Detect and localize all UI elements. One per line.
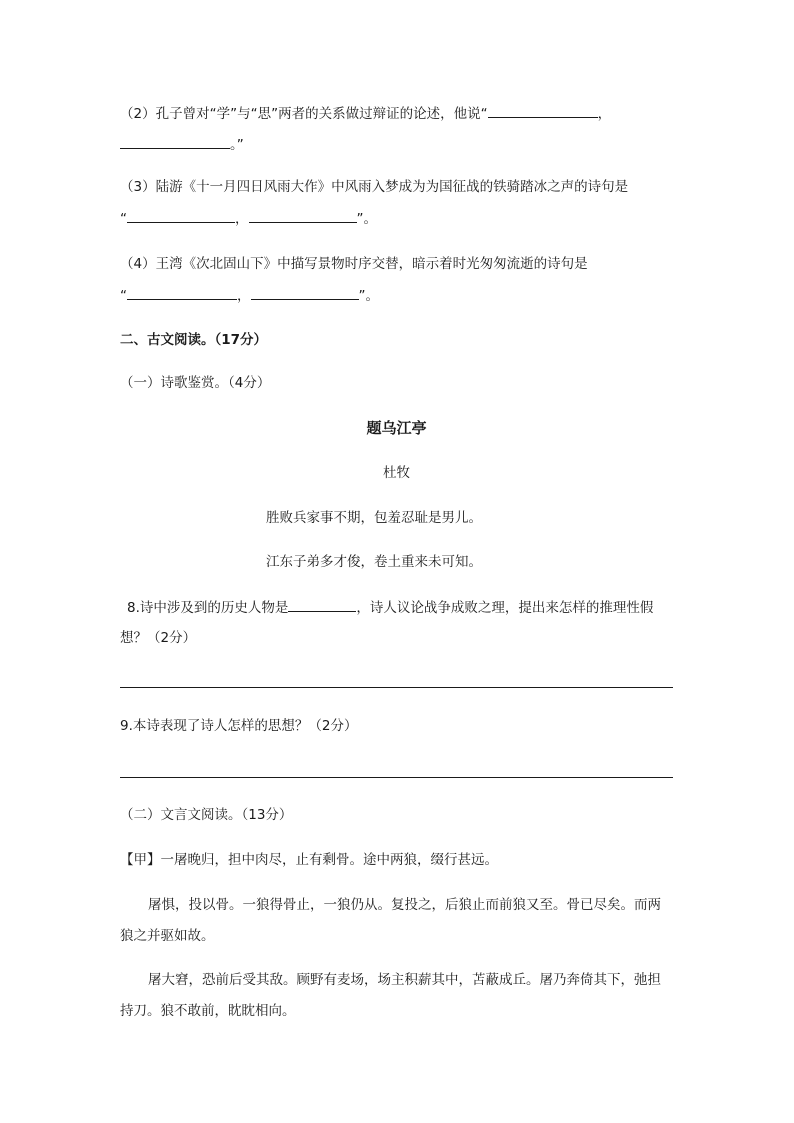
passage-paragraph: 【甲】一屠晚归，担中肉尽，止有剩骨。途中两狼，缀行甚远。 <box>120 852 498 868</box>
q3-line2 <box>120 208 377 229</box>
q8-line2: 想？（2分） <box>120 630 197 646</box>
answer-blank[interactable] <box>127 285 237 300</box>
answer-blank[interactable] <box>120 134 230 149</box>
comma: ， <box>235 211 249 227</box>
poem-line: 江东子弟多才俊，卷土重来未可知。 <box>266 554 482 570</box>
comma: ， <box>237 288 251 304</box>
passage-paragraph-cont: 狼之并驱如故。 <box>120 928 215 944</box>
q2-line1 <box>120 103 611 124</box>
poem-line: 胜败兵家事不期，包羞忍耻是男儿。 <box>266 510 482 526</box>
q4-line2 <box>120 285 379 306</box>
poem-author: 杜牧 <box>383 465 410 481</box>
q2-comma: ， <box>597 106 612 122</box>
answer-line[interactable] <box>120 687 673 688</box>
q2-text: （2）孔子曾对“学”与“思”两者的关系做过辩证的论述，他说“ <box>120 106 488 122</box>
answer-blank[interactable] <box>488 103 598 118</box>
passage-paragraph: 屠惧，投以骨。一狼得骨止，一狼仍从。复投之，后狼止而前狼又至。骨已尽矣。而两 <box>148 897 661 913</box>
passage-paragraph: 屠大窘，恐前后受其敌。顾野有麦场，场主积薪其中，苫蔽成丘。屠乃奔倚其下，弛担 <box>148 972 661 988</box>
q8-text: 8.诗中涉及到的历史人物是 <box>127 600 289 616</box>
answer-line[interactable] <box>120 777 673 778</box>
answer-blank[interactable] <box>288 597 356 612</box>
quote-close: ”。 <box>358 288 379 304</box>
q2-end: 。” <box>230 137 244 153</box>
q9-question: 9.本诗表现了诗人怎样的思想？（2分） <box>120 718 358 734</box>
poem-title: 题乌江亭 <box>366 419 427 437</box>
answer-blank[interactable] <box>249 208 357 223</box>
answer-blank[interactable] <box>251 285 359 300</box>
quote-open: “ <box>120 288 127 304</box>
passage-paragraph-cont: 持刀。狼不敢前，眈眈相向。 <box>120 1003 296 1019</box>
section-heading: 二、古文阅读。（17分） <box>120 332 268 348</box>
q4-line1: （4）王湾《次北固山下》中描写景物时序交替，暗示着时光匆匆流逝的诗句是 <box>120 256 588 272</box>
subsection-heading: （二）文言文阅读。（13分） <box>120 807 293 823</box>
quote-close: ”。 <box>356 211 377 227</box>
q2-line2 <box>120 134 244 155</box>
q3-line1: （3）陆游《十一月四日风雨大作》中风雨入梦成为为国征战的铁骑踏冰之声的诗句是 <box>120 179 629 195</box>
answer-blank[interactable] <box>127 208 235 223</box>
subsection-heading: （一）诗歌鉴赏。（4分） <box>120 375 271 391</box>
q8-line1 <box>127 597 653 618</box>
quote-open: “ <box>120 211 127 227</box>
q8-text-cont: ，诗人议论战争成败之理，提出来怎样的推理性假 <box>356 600 654 616</box>
